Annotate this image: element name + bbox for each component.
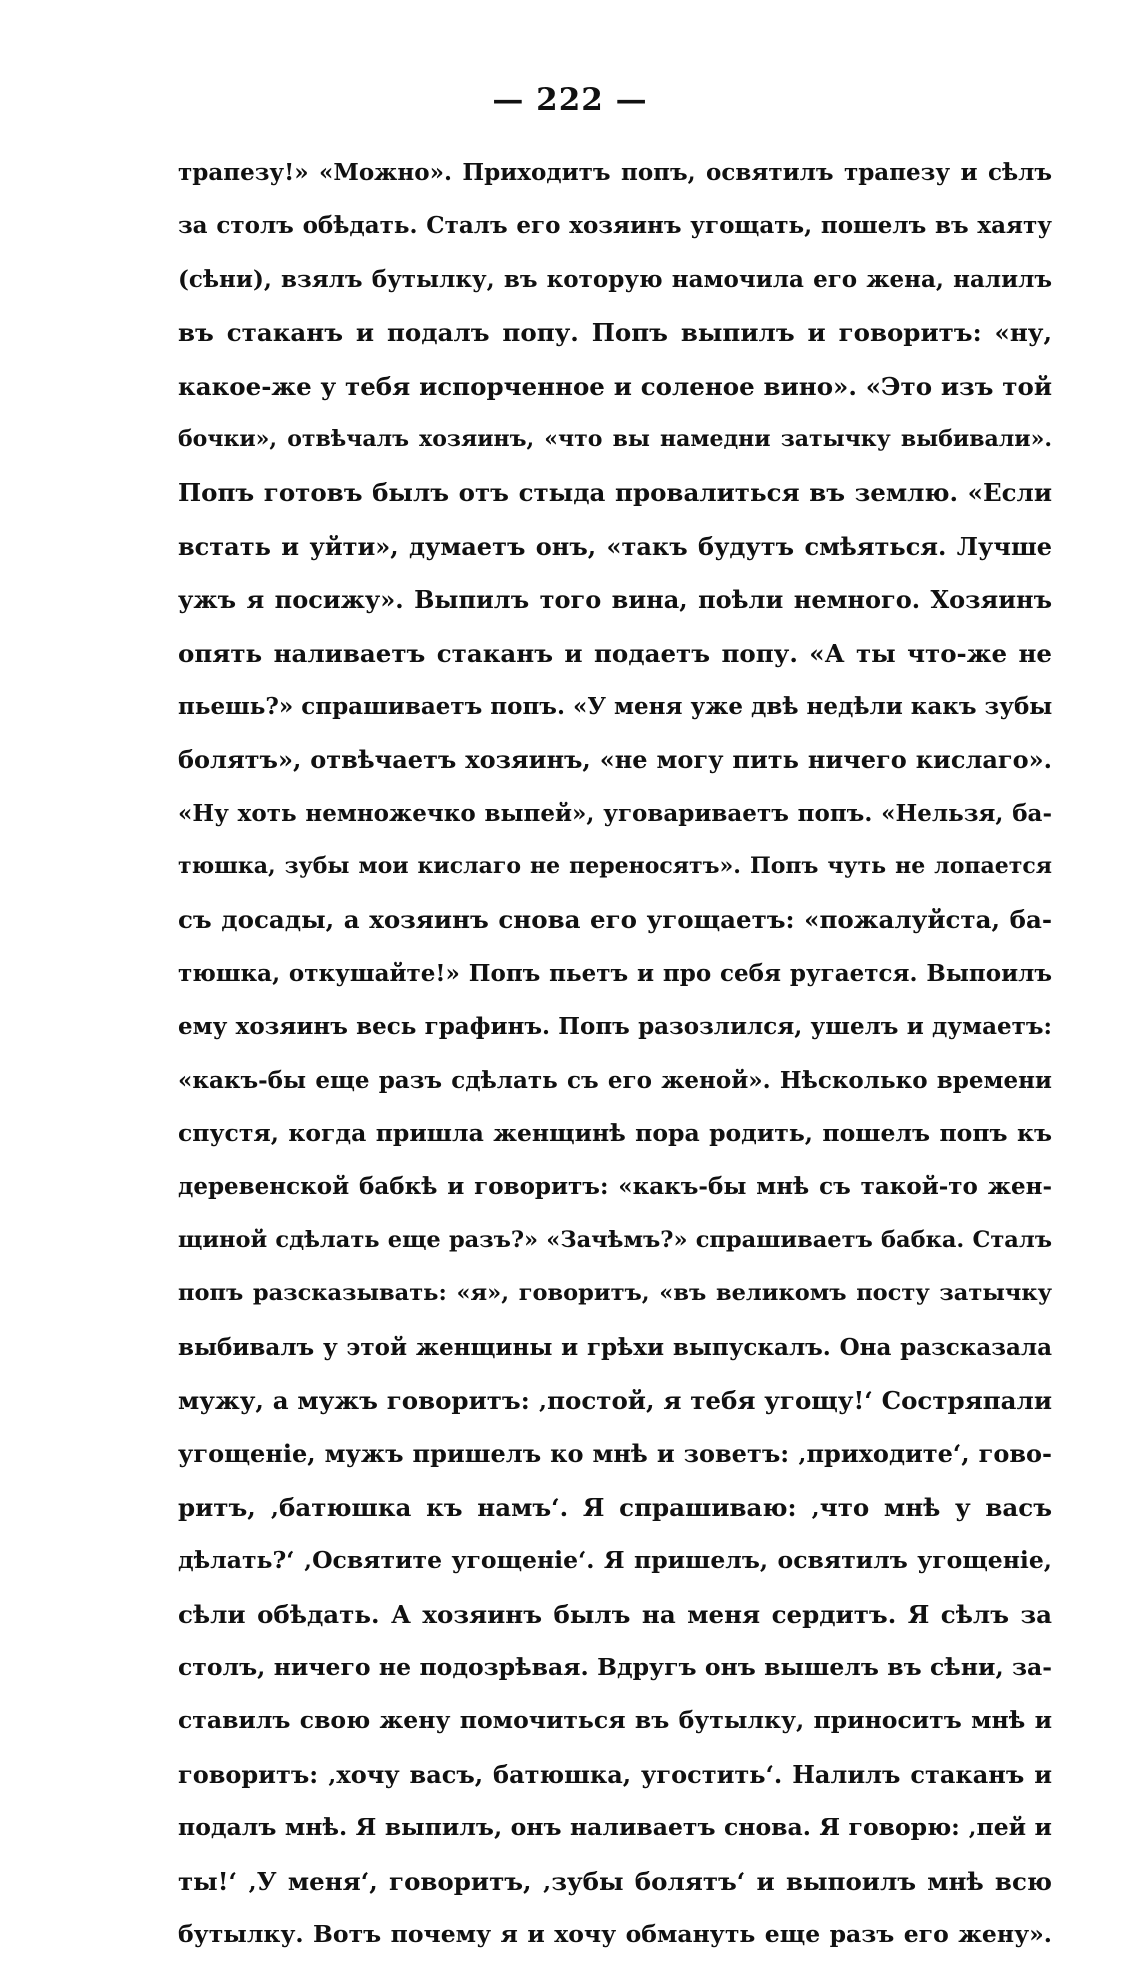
text-line: ему хозяинъ весь графинъ. Попъ разозлился, ушелъ и думаетъ:: [178, 1013, 1052, 1041]
text-line: съ досады, а хозяинъ снова его угощаетъ: «пожалуйста, ба-: [178, 905, 1052, 935]
text-line: въ стаканъ и подалъ попу. Попъ выпилъ и говоритъ: «ну,: [178, 318, 1052, 348]
text-line: болятъ», отвѣчаетъ хозяинъ, «не могу пить ничего кислаго».: [178, 745, 1052, 775]
text-line: пьешь?» спрашиваетъ попъ. «У меня уже двѣ недѣли какъ зубы: [178, 692, 1052, 720]
text-line: щиной сдѣлать еще разъ?» «Зачѣмъ?» спрашиваетъ бабка. Сталъ: [178, 1226, 1052, 1253]
text-line: столъ, ничего не подозрѣвая. Вдругъ онъ вышелъ въ сѣни, за-: [178, 1652, 1052, 1681]
text-line: тюшка, откушайте!» Попъ пьетъ и про себя ругается. Выпоилъ: [178, 959, 1052, 987]
text-line: бутылку. Вотъ почему я и хочу обмануть еще разъ его жену».: [178, 1919, 1052, 1948]
text-line: угощеніе, мужъ пришелъ ко мнѣ и зоветъ: ‚приходите‘, гово-: [178, 1439, 1052, 1469]
text-line: «Ну хоть немножечко выпей», уговариваетъ попъ. «Нельзя, ба-: [178, 799, 1052, 827]
text-line: встать и уйти», думаетъ онъ, «такъ будутъ смѣяться. Лучше: [178, 531, 1052, 561]
text-line: дѣлать?‘ ‚Освятите угощеніе‘. Я пришелъ, освятилъ угощеніе,: [178, 1546, 1052, 1575]
text-line: ритъ, ‚батюшка къ намъ‘. Я спрашиваю: ‚что мнѣ у васъ: [178, 1492, 1052, 1522]
text-line: Попъ готовъ былъ отъ стыда провалиться въ землю. «Если: [178, 478, 1052, 508]
text-line: ужъ я посижу». Выпилъ того вина, поѣли немного. Хозяинъ: [178, 585, 1052, 615]
text-line: ставилъ свою жену помочиться въ бутылку, приноситъ мнѣ и: [178, 1706, 1052, 1735]
text-line: подалъ мнѣ. Я выпилъ, онъ наливаетъ снова. Я говорю: ‚пей и: [178, 1813, 1052, 1842]
text-line: попъ разсказывать: «я», говоритъ, «въ великомъ посту затычку: [178, 1280, 1052, 1307]
text-line: сѣли обѣдать. А хозяинъ былъ на меня сердитъ. Я сѣлъ за: [178, 1599, 1052, 1629]
text-line: говоритъ: ‚хочу васъ, батюшка, угостить‘. Налилъ стаканъ и: [178, 1759, 1052, 1789]
text-line: спустя, когда пришла женщинѣ пора родить, пошелъ попъ къ: [178, 1119, 1052, 1148]
text-line: (сѣни), взялъ бутылку, въ которую намочила его жена, налилъ: [178, 265, 1052, 293]
text-line: трапезу!» «Можно». Приходитъ попъ, освятилъ трапезу и сѣлъ: [178, 159, 1052, 186]
page-number: — 222 —: [492, 82, 648, 118]
text-line: выбивалъ у этой женщины и грѣхи выпускалъ. Она разсказала: [178, 1333, 1052, 1361]
text-line: тюшка, зубы мои кислаго не переносятъ». Попъ чуть не лопается: [178, 853, 1052, 880]
text-line: «какъ-бы еще разъ сдѣлать съ его женой». Нѣсколько времени: [178, 1066, 1052, 1094]
text-line: опять наливаетъ стаканъ и подаетъ попу. «А ты что-же не: [178, 638, 1052, 668]
text-line: за столъ обѣдать. Сталъ его хозяинъ угощать, пошелъ въ хаяту: [178, 212, 1052, 240]
text-line: деревенской бабкѣ и говоритъ: «какъ-бы мнѣ съ такой-то жен-: [178, 1173, 1052, 1201]
body-text: [178, 146, 1052, 1961]
text-line: ты!‘ ‚У меня‘, говоритъ, ‚зубы болятъ‘ и выпоилъ мнѣ всю: [178, 1866, 1052, 1896]
text-line: какое-же у тебя испорченное и соленое вино». «Это изъ той: [178, 371, 1052, 401]
text-line: мужу, а мужъ говоритъ: ‚постой, я тебя угощу!‘ Состряпали: [178, 1385, 1052, 1415]
text-line: бочки», отвѣчалъ хозяинъ, «что вы намедни затычку выбивали».: [178, 425, 1052, 452]
